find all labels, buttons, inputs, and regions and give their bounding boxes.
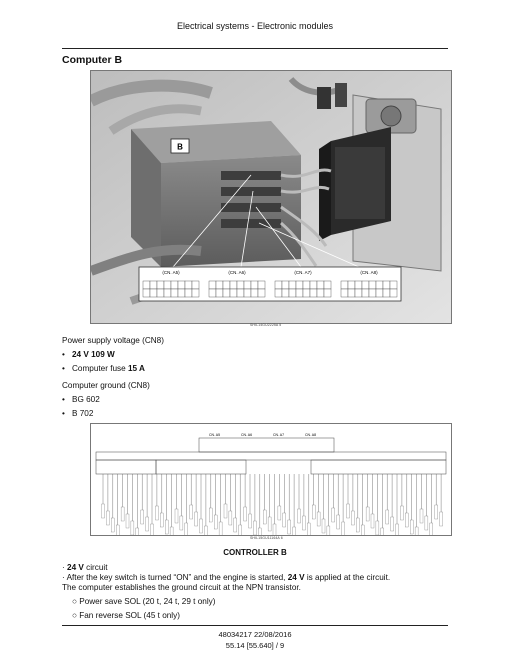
pin-cell bbox=[244, 281, 251, 289]
pin-cell bbox=[275, 289, 282, 297]
circle-bullet-icon: ○ bbox=[72, 597, 80, 606]
pin-cell bbox=[369, 289, 376, 297]
dash-marker: · bbox=[62, 573, 67, 582]
schematic-terminal bbox=[209, 508, 212, 522]
ground-item-1: • BG 602 bbox=[62, 395, 100, 404]
schematic-terminal bbox=[151, 524, 154, 535]
schematic-svg bbox=[91, 424, 451, 535]
schematic-terminal bbox=[381, 528, 384, 535]
pin-cell bbox=[303, 289, 310, 297]
pin-cell bbox=[143, 289, 150, 297]
pin-cell bbox=[178, 281, 185, 289]
pin-cell bbox=[310, 289, 317, 297]
footer-page-number: 55.14 [55.640] / 9 bbox=[225, 641, 285, 650]
schematic-terminal bbox=[312, 505, 315, 519]
schematic-terminal bbox=[405, 513, 408, 527]
schematic-terminal bbox=[170, 527, 173, 535]
pin-cell bbox=[244, 289, 251, 297]
pin-cell bbox=[150, 281, 157, 289]
pin-cell bbox=[383, 281, 390, 289]
pin-cell bbox=[390, 281, 397, 289]
schematic-terminal bbox=[160, 513, 163, 527]
connector-label: (CN. A6) bbox=[228, 270, 246, 275]
section-title: Computer B bbox=[62, 54, 123, 66]
schematic-terminal bbox=[253, 521, 256, 535]
pin-cell bbox=[237, 289, 244, 297]
schematic-terminal bbox=[327, 526, 330, 535]
schematic-terminal bbox=[121, 507, 124, 521]
schematic-terminal bbox=[239, 525, 242, 535]
connector-label: (CN. A7) bbox=[294, 270, 312, 275]
dash-marker: · bbox=[62, 563, 68, 572]
connector-label: (CN. A5) bbox=[162, 270, 180, 275]
pin-cell bbox=[216, 289, 223, 297]
schematic-terminal bbox=[146, 517, 149, 531]
pin-cell bbox=[192, 281, 199, 289]
pin-cell bbox=[317, 281, 324, 289]
pin-cell bbox=[237, 281, 244, 289]
page-header-title: Electrical systems - Electronic modules bbox=[176, 21, 334, 31]
bullet-dot: • bbox=[62, 364, 65, 373]
ground-label: Computer ground (CN8) bbox=[62, 381, 150, 390]
schematic-connector-label: CN. A6 bbox=[241, 433, 253, 437]
schematic-terminal bbox=[293, 527, 296, 535]
schematic-terminal bbox=[126, 514, 129, 528]
schematic-terminal bbox=[371, 514, 374, 528]
schematic-terminal bbox=[200, 519, 203, 533]
schematic-connector-label: CN. A5 bbox=[209, 433, 221, 437]
schematic-terminal bbox=[263, 510, 266, 524]
schematic-terminal bbox=[430, 523, 433, 535]
schematic-terminal bbox=[440, 512, 443, 526]
schematic-terminal bbox=[342, 522, 345, 535]
pin-cell bbox=[185, 281, 192, 289]
pin-cell bbox=[185, 289, 192, 297]
schematic-connector-label: CN. A7 bbox=[273, 433, 285, 437]
circuit-subitem-1: ○ Power save SOL (20 t, 24 t, 29 t only) bbox=[72, 597, 216, 606]
pin-cell bbox=[355, 289, 362, 297]
schematic-terminal bbox=[307, 523, 310, 535]
pin-cell bbox=[289, 281, 296, 289]
schematic-terminal bbox=[234, 518, 237, 532]
pin-cell bbox=[171, 289, 178, 297]
schematic-terminal bbox=[224, 504, 227, 518]
pin-cell bbox=[178, 289, 185, 297]
schematic-terminal bbox=[190, 505, 193, 519]
circle-bullet-icon: ○ bbox=[72, 611, 80, 620]
ground-item-2: • B 702 bbox=[62, 409, 94, 418]
figure1-code: SHIL14GU2225A 5 bbox=[250, 323, 282, 327]
schematic-terminal bbox=[106, 511, 109, 525]
schematic-terminal bbox=[165, 520, 168, 534]
pin-cell bbox=[376, 281, 383, 289]
power-supply-label: Power supply voltage (CN8) bbox=[62, 336, 164, 345]
schematic-terminal bbox=[322, 519, 325, 533]
header-rule bbox=[62, 48, 448, 49]
footer-doc-id: 48034217 22/08/2016 bbox=[218, 630, 292, 639]
bullet-dot: • bbox=[62, 350, 65, 359]
pin-cell bbox=[223, 281, 230, 289]
schematic-terminal bbox=[400, 506, 403, 520]
schematic-terminal bbox=[258, 528, 261, 535]
pin-cell bbox=[230, 281, 237, 289]
schematic-terminal bbox=[351, 511, 354, 525]
pin-cell bbox=[157, 281, 164, 289]
schematic-terminal bbox=[273, 524, 276, 535]
schematic-terminal bbox=[278, 506, 281, 520]
pin-cell bbox=[317, 289, 324, 297]
schematic-terminal bbox=[317, 512, 320, 526]
schematic-terminal bbox=[425, 516, 428, 530]
schematic-terminal bbox=[219, 522, 222, 535]
computer-b-illustration bbox=[91, 71, 451, 323]
schematic-terminal bbox=[244, 507, 247, 521]
schematic-terminal bbox=[410, 520, 413, 534]
schematic-terminal bbox=[111, 518, 114, 532]
figure2-code: SHIL15GU11164A 6 bbox=[250, 536, 283, 540]
pin-cell bbox=[164, 289, 171, 297]
schematic-terminal bbox=[136, 528, 139, 535]
circuit-subitem-2: ○ Fan reverse SOL (45 t only) bbox=[72, 611, 180, 620]
pin-cell bbox=[216, 281, 223, 289]
bullet-dot: • bbox=[62, 395, 65, 404]
schematic-terminal bbox=[356, 518, 359, 532]
pin-cell bbox=[341, 289, 348, 297]
pin-cell bbox=[362, 289, 369, 297]
pin-cell bbox=[355, 281, 362, 289]
pin-cell bbox=[282, 281, 289, 289]
schematic-terminal bbox=[298, 509, 301, 523]
schematic-terminal bbox=[155, 506, 158, 520]
schematic-terminal bbox=[347, 504, 350, 518]
pin-cell bbox=[348, 281, 355, 289]
pin-cell bbox=[150, 289, 157, 297]
schematic-terminal bbox=[214, 515, 217, 529]
pin-cell bbox=[383, 289, 390, 297]
pin-cell bbox=[289, 289, 296, 297]
schematic-terminal bbox=[302, 516, 305, 530]
schematic-terminal bbox=[332, 508, 335, 522]
controller-b-schematic bbox=[90, 423, 452, 536]
callout-b-label: B bbox=[177, 142, 183, 152]
pin-cell bbox=[324, 281, 331, 289]
pin-cell bbox=[251, 281, 258, 289]
connector-label: (CN. A8) bbox=[360, 270, 378, 275]
pin-cell bbox=[209, 289, 216, 297]
controller-b-caption: CONTROLLER B bbox=[223, 548, 287, 557]
schematic-terminal bbox=[175, 509, 178, 523]
bullet-dot: • bbox=[62, 409, 65, 418]
computer-b-figure bbox=[90, 70, 452, 324]
pin-cell bbox=[369, 281, 376, 289]
schematic-terminal bbox=[131, 521, 134, 535]
schematic-terminal bbox=[116, 525, 119, 535]
pin-cell bbox=[348, 289, 355, 297]
schematic-terminal bbox=[396, 524, 399, 535]
circuit-line-2: · After the key switch is turned “ON” and the engine is started, 24 V is applied at the circuit. bbox=[62, 573, 391, 582]
pin-cell bbox=[223, 289, 230, 297]
pin-cell bbox=[251, 289, 258, 297]
pin-cell bbox=[310, 281, 317, 289]
schematic-terminal bbox=[337, 515, 340, 529]
schematic-terminal bbox=[229, 511, 232, 525]
pin-cell bbox=[164, 281, 171, 289]
pin-cell bbox=[157, 289, 164, 297]
pin-cell bbox=[296, 289, 303, 297]
power-item-voltage: • 24 V 109 W bbox=[62, 350, 115, 359]
schematic-terminal bbox=[420, 509, 423, 523]
schematic-terminal bbox=[435, 505, 438, 519]
schematic-connector-label: CN. A8 bbox=[305, 433, 317, 437]
pin-cell bbox=[362, 281, 369, 289]
schematic-terminal bbox=[180, 516, 183, 530]
pin-cell bbox=[258, 281, 265, 289]
pin-cell bbox=[324, 289, 331, 297]
footer-rule bbox=[62, 625, 448, 626]
schematic-terminal bbox=[366, 507, 369, 521]
pin-cell bbox=[171, 281, 178, 289]
schematic-terminal bbox=[391, 517, 394, 531]
pin-cell bbox=[341, 281, 348, 289]
schematic-terminal bbox=[415, 527, 418, 535]
pin-cell bbox=[230, 289, 237, 297]
pin-cell bbox=[258, 289, 265, 297]
power-item-fuse: • Computer fuse 15 A bbox=[62, 364, 145, 373]
pin-cell bbox=[390, 289, 397, 297]
schematic-terminal bbox=[249, 514, 252, 528]
schematic-terminal bbox=[204, 526, 207, 535]
schematic-terminal bbox=[288, 520, 291, 534]
pin-cell bbox=[209, 281, 216, 289]
schematic-terminal bbox=[376, 521, 379, 535]
schematic-terminal bbox=[195, 512, 198, 526]
schematic-terminal bbox=[268, 517, 271, 531]
schematic-terminal bbox=[141, 510, 144, 524]
pin-cell bbox=[282, 289, 289, 297]
schematic-terminal bbox=[102, 504, 105, 518]
pin-cell bbox=[143, 281, 150, 289]
schematic-terminal bbox=[361, 525, 364, 535]
schematic-terminal bbox=[283, 513, 286, 527]
pin-cell bbox=[303, 281, 310, 289]
pin-cell bbox=[275, 281, 282, 289]
schematic-terminal bbox=[386, 510, 389, 524]
pin-cell bbox=[192, 289, 199, 297]
schematic-terminal bbox=[185, 523, 188, 535]
circuit-line-1: · 24 V circuit bbox=[62, 563, 108, 572]
pin-cell bbox=[296, 281, 303, 289]
pin-cell bbox=[376, 289, 383, 297]
circuit-line-3: The computer establishes the ground circuit at the NPN transistor. bbox=[62, 583, 301, 592]
